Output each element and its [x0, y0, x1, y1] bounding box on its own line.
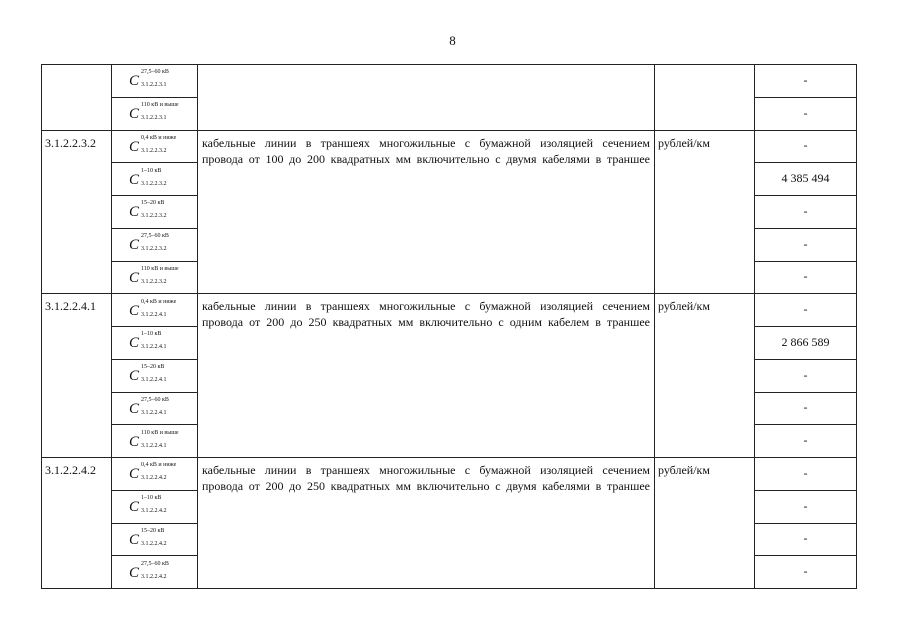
- rate-symbol-letter: C: [129, 564, 140, 581]
- description-line: кабельные линии в траншеях многожильные с бумажной изоляцией сечением: [202, 135, 650, 150]
- rate-symbol: [111, 392, 197, 425]
- rate-symbol: [111, 228, 197, 261]
- rate-symbol: [111, 97, 197, 130]
- rate-value: -: [803, 564, 808, 579]
- table-horizontal-rule: [41, 588, 857, 589]
- rate-symbol: [111, 523, 197, 556]
- rate-symbol-letter: C: [129, 171, 140, 188]
- rate-symbol-letter: C: [129, 466, 140, 483]
- rate-symbol-formula: [119, 264, 189, 290]
- voltage-class: 27,5–60 кВ: [141, 233, 169, 240]
- rate-index: 3.1.2.2.4.1: [141, 409, 167, 416]
- rate-symbol-letter: C: [129, 335, 140, 352]
- rate-symbol: [111, 261, 197, 294]
- rate-value: -: [803, 72, 808, 87]
- rate-value: -: [803, 269, 808, 284]
- rate-symbol-letter: C: [129, 400, 140, 417]
- rate-value: -: [803, 433, 808, 448]
- voltage-class: 110 кВ и выше: [141, 429, 179, 436]
- rate-symbol-formula: [119, 100, 189, 126]
- rate-symbol: [111, 326, 197, 359]
- row-description: [198, 293, 654, 462]
- rate-symbol: [111, 424, 197, 457]
- rate-symbol-formula: [119, 559, 189, 585]
- rate-value: -: [803, 367, 808, 382]
- voltage-class: 1–10 кВ: [141, 331, 162, 338]
- voltage-class: 0,4 кВ и ниже: [141, 462, 177, 469]
- description-line: провода от 200 до 250 квадратных мм включительно с одним кабелем в траншее: [202, 315, 650, 330]
- voltage-class: 0,4 кВ и ниже: [141, 134, 177, 141]
- description-line: кабельные линии в траншеях многожильные с бумажной изоляцией сечением: [202, 463, 650, 477]
- rate-index: 3.1.2.2.4.1: [141, 377, 167, 384]
- rate-symbol-letter: C: [129, 368, 140, 385]
- rate-index: 3.1.2.2.3.1: [141, 82, 167, 89]
- voltage-class: 27,5–60 кВ: [141, 560, 169, 567]
- rate-value: -: [803, 105, 808, 120]
- rate-symbol-formula: [119, 526, 189, 552]
- rate-value: -: [803, 236, 808, 251]
- rate-value: -: [803, 302, 808, 317]
- voltage-class: 15–20 кВ: [141, 527, 165, 534]
- rate-index: 3.1.2.2.4.2: [141, 573, 167, 580]
- row-description: [198, 457, 654, 593]
- rate-symbol-formula: [119, 198, 189, 224]
- rate-index: 3.1.2.2.4.2: [141, 508, 167, 515]
- rate-index: 3.1.2.2.3.2: [141, 246, 167, 253]
- row-code: 3.1.2.2.3.2: [45, 135, 96, 150]
- rate-symbol-formula: [119, 362, 189, 388]
- rate-symbol-formula: [119, 329, 189, 355]
- rate-index: 3.1.2.2.4.1: [141, 344, 167, 351]
- rate-index: 3.1.2.2.3.2: [141, 278, 167, 285]
- voltage-class: 27,5–60 кВ: [141, 396, 169, 403]
- row-code: [41, 64, 115, 136]
- rate-value: -: [803, 498, 808, 513]
- voltage-class: 0,4 кВ и ниже: [141, 298, 177, 305]
- rate-symbol: [111, 490, 197, 523]
- rate-symbol-formula: [119, 395, 189, 421]
- rate-symbol-formula: [119, 493, 189, 519]
- rate-symbol-formula: [119, 133, 189, 159]
- rate-symbol-letter: C: [129, 73, 140, 90]
- voltage-class: 1–10 кВ: [141, 495, 162, 502]
- rate-symbol: [111, 359, 197, 392]
- rate-index: 3.1.2.2.4.2: [141, 540, 167, 547]
- voltage-class: 27,5–60 кВ: [141, 69, 169, 76]
- rate-symbol: [111, 64, 197, 97]
- rate-value: -: [803, 203, 808, 218]
- rate-index: 3.1.2.2.3.2: [141, 213, 167, 220]
- description-line: провода от 200 до 250 квадратных мм включительно с двумя кабелями в траншее: [202, 479, 650, 493]
- row-code: 3.1.2.2.4.2: [45, 463, 96, 477]
- voltage-class: 110 кВ и выше: [141, 102, 179, 109]
- rate-symbol: [111, 195, 197, 228]
- voltage-class: 15–20 кВ: [141, 364, 165, 371]
- rate-symbol: [111, 555, 197, 588]
- rate-value: -: [803, 138, 808, 153]
- rate-symbol-letter: C: [129, 433, 140, 450]
- rate-symbol-formula: [119, 460, 189, 486]
- rate-symbol-letter: C: [129, 499, 140, 516]
- rate-symbol-letter: C: [129, 269, 140, 286]
- rate-symbol-letter: C: [129, 237, 140, 254]
- row-unit: рублей/км: [658, 299, 710, 314]
- row-unit: рублей/км: [658, 135, 710, 150]
- voltage-class: 1–10 кВ: [141, 167, 162, 174]
- row-code: 3.1.2.2.4.1: [45, 299, 96, 314]
- rate-value: -: [803, 465, 808, 480]
- rate-symbol-formula: [119, 67, 189, 93]
- row-unit: [654, 64, 758, 136]
- rate-index: 3.1.2.2.3.2: [141, 180, 167, 187]
- rate-symbol-letter: C: [129, 106, 140, 123]
- rate-index: 3.1.2.2.4.1: [141, 442, 167, 449]
- row-description: [198, 64, 654, 135]
- rate-symbol: [111, 130, 197, 163]
- rate-symbol-formula: [119, 297, 189, 323]
- page-number: 8: [449, 33, 456, 48]
- rate-symbol: [111, 293, 197, 326]
- voltage-class: 110 кВ и выше: [141, 265, 179, 272]
- rate-index: 3.1.2.2.3.2: [141, 147, 167, 154]
- rate-value: 2 866 589: [781, 334, 830, 349]
- rate-index: 3.1.2.2.4.2: [141, 475, 167, 482]
- rate-value: -: [803, 400, 808, 415]
- rate-value: 4 385 494: [781, 171, 830, 186]
- rate-index: 3.1.2.2.4.1: [141, 311, 167, 318]
- description-line: кабельные линии в траншеях многожильные с бумажной изоляцией сечением: [202, 299, 650, 314]
- rate-symbol-letter: C: [129, 138, 140, 155]
- row-unit: рублей/км: [658, 463, 710, 477]
- rate-symbol-formula: [119, 231, 189, 257]
- row-description: [198, 130, 654, 299]
- rate-symbol-formula: [119, 428, 189, 454]
- voltage-class: 15–20 кВ: [141, 200, 165, 207]
- rate-symbol: [111, 162, 197, 195]
- rate-symbol-formula: [119, 166, 189, 192]
- rate-symbol-letter: C: [129, 302, 140, 319]
- rate-index: 3.1.2.2.3.1: [141, 115, 167, 122]
- rate-symbol-letter: C: [129, 531, 140, 548]
- rate-value: -: [803, 531, 808, 546]
- rate-symbol-letter: C: [129, 204, 140, 221]
- rate-symbol: [111, 457, 197, 490]
- description-line: провода от 100 до 200 квадратных мм включительно с двумя кабелями в траншее: [202, 151, 650, 166]
- rates-table: [41, 64, 857, 588]
